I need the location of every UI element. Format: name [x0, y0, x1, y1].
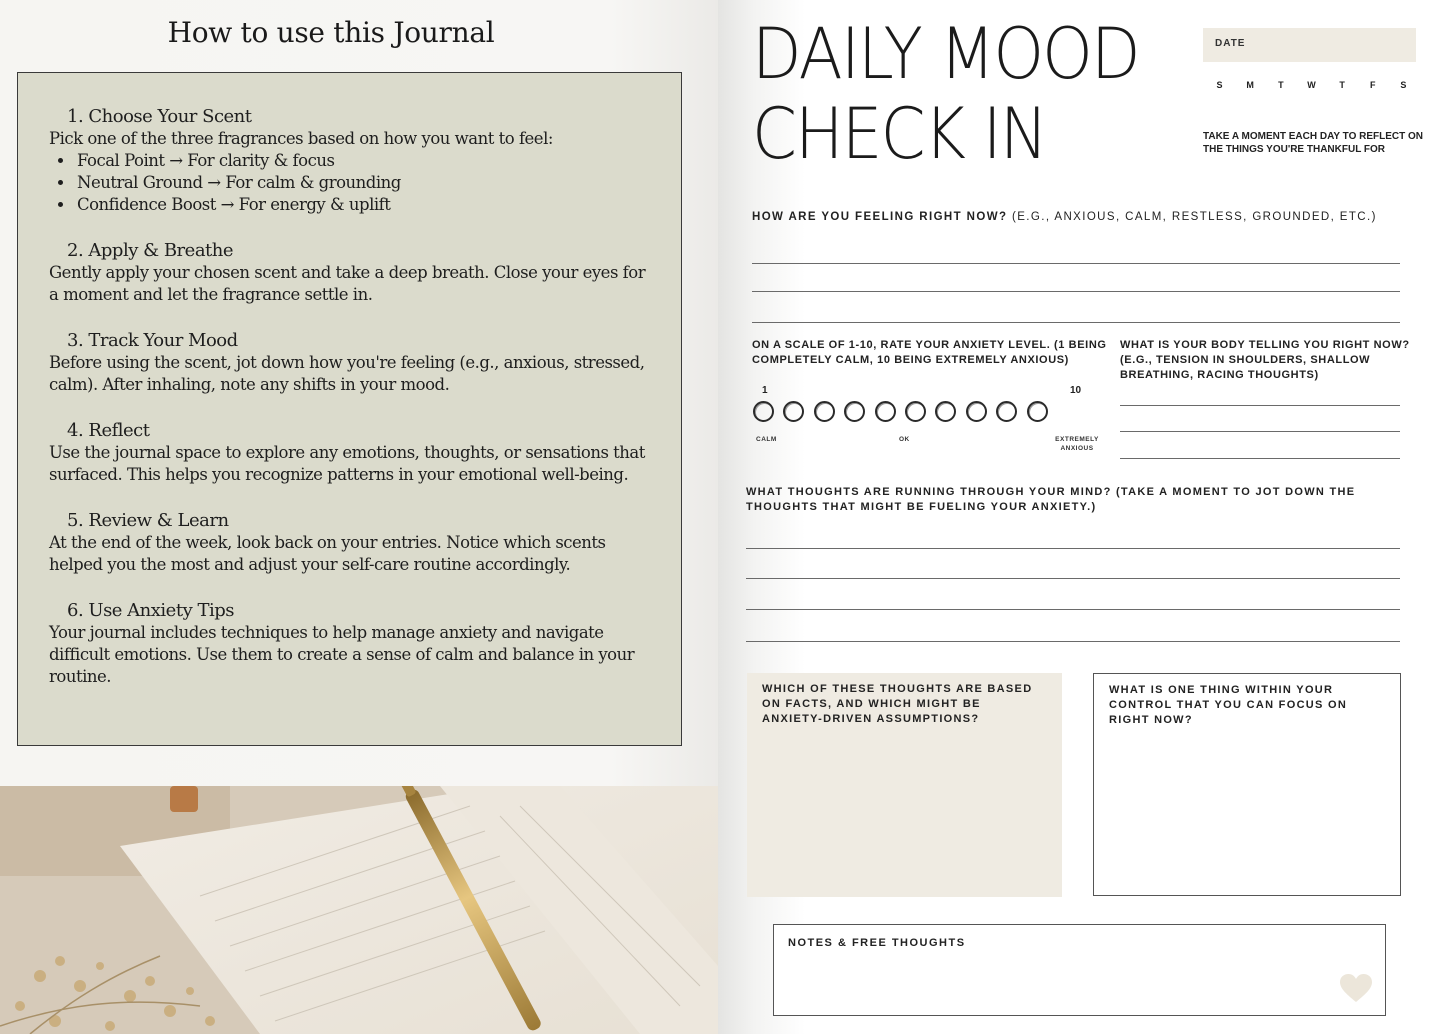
guide-step-body: Gently apply your chosen scent and take a deep breath. Close your eyes for a moment and let the fragrance settle in.: [49, 263, 646, 304]
feeling-line[interactable]: [752, 322, 1400, 323]
guide-step: [49, 510, 649, 576]
thoughts-line[interactable]: [746, 578, 1400, 579]
guide-step: [49, 330, 649, 396]
question-thoughts: WHAT THOUGHTS ARE RUNNING THROUGH YOUR MIND? (TAKE A MOMENT TO JOT DOWN THE THOUGHTS THAT MIGHT BE FUELING YOUR ANXIETY.): [746, 486, 1356, 513]
facts-vs-assumptions-box[interactable]: [747, 673, 1062, 897]
journal-pen-photo: [0, 786, 718, 1034]
notes-box[interactable]: [773, 924, 1386, 1016]
guide-step-title: 1. Choose Your Scent: [67, 106, 252, 127]
guide-instructions-box: [17, 72, 682, 746]
date-field[interactable]: [1203, 28, 1416, 62]
guide-step-body: At the end of the week, look back on your entries. Notice which scents helped you the most and adjust your self-care routine accordingly.: [49, 533, 606, 574]
guide-step-body: Your journal includes techniques to help manage anxiety and navigate difficult emotions. Use them to create a sense of calm and balance in your routine.: [49, 623, 635, 686]
weekday-option[interactable]: M: [1246, 80, 1255, 90]
guide-step: [49, 106, 649, 216]
guide-step-title: 4. Reflect: [67, 420, 150, 441]
scent-list-item: • Focal Point → For clarity & focus: [75, 150, 649, 172]
scale-caption-calm: CALM: [756, 436, 777, 443]
body-line[interactable]: [1120, 405, 1400, 406]
scent-list: [49, 150, 649, 216]
guide-step-title: 6. Use Anxiety Tips: [67, 600, 234, 621]
rating-circle-6[interactable]: [905, 401, 926, 422]
rating-circle-8[interactable]: [966, 401, 987, 422]
checkin-title: [752, 14, 1139, 174]
within-control-box[interactable]: [1093, 673, 1401, 896]
scale-min-label: 1: [762, 385, 768, 396]
guide-step-title: 3. Track Your Mood: [67, 330, 238, 351]
question-facts: WHICH OF THESE THOUGHTS ARE BASED ON FACTS, AND WHICH MIGHT BE ANXIETY-DRIVEN ASSUMPTIONS?: [762, 683, 1033, 725]
guide-step: [49, 420, 649, 486]
thoughts-line[interactable]: [746, 609, 1400, 610]
weekday-option[interactable]: W: [1307, 80, 1317, 90]
guide-step-body: Pick one of the three fragrances based on how you want to feel:: [49, 129, 553, 148]
scale-caption-extreme: [1055, 435, 1099, 453]
guide-title: How to use this Journal: [167, 16, 495, 49]
thoughts-line[interactable]: [746, 548, 1400, 549]
guide-step-title: 5. Review & Learn: [67, 510, 229, 531]
date-label: DATE: [1215, 38, 1246, 49]
reflect-note: TAKE A MOMENT EACH DAY TO REFLECT ON THE THINGS YOU'RE THANKFUL FOR: [1203, 131, 1424, 155]
checkin-title-line2: CHECK IN: [752, 93, 1047, 175]
rating-circle-7[interactable]: [935, 401, 956, 422]
scent-list-item: • Neutral Ground → For calm & grounding: [75, 172, 649, 194]
question-body-signals: WHAT IS YOUR BODY TELLING YOU RIGHT NOW? (E.G., TENSION IN SHOULDERS, SHALLOW BREATHING, RACING THOUGHTS): [1120, 339, 1410, 381]
right-page: [718, 0, 1445, 1034]
guide-step: [49, 600, 649, 688]
checkin-title-line1: DAILY MOOD: [752, 13, 1139, 95]
feeling-line[interactable]: [752, 263, 1400, 264]
feeling-line[interactable]: [752, 291, 1400, 292]
guide-step-body: Use the journal space to explore any emotions, thoughts, or sensations that surfaced. This helps you recognize patterns in your emotional well-being.: [49, 443, 645, 484]
rating-circle-2[interactable]: [783, 401, 804, 422]
weekday-selector: [1208, 80, 1416, 90]
rating-circle-1[interactable]: [753, 401, 774, 422]
question-control: WHAT IS ONE THING WITHIN YOUR CONTROL THAT YOU CAN FOCUS ON RIGHT NOW?: [1109, 684, 1348, 726]
question-anxiety-scale: ON A SCALE OF 1-10, RATE YOUR ANXIETY LEVEL. (1 BEING COMPLETELY CALM, 10 BEING EXTREMELY ANXIOUS): [752, 339, 1107, 366]
left-page: [0, 0, 718, 1034]
guide-step: [49, 240, 649, 306]
question-feeling: [752, 211, 1377, 223]
rating-circle-9[interactable]: [996, 401, 1017, 422]
notes-label: NOTES & FREE THOUGHTS: [788, 937, 966, 949]
question-feeling-rest: (E.G., ANXIOUS, CALM, RESTLESS, GROUNDED, ETC.): [1007, 211, 1377, 223]
guide-step-title: 2. Apply & Breathe: [67, 240, 234, 261]
scale-max-label: 10: [1070, 385, 1082, 396]
scale-caption-ok: OK: [899, 436, 910, 443]
thoughts-line[interactable]: [746, 641, 1400, 642]
scent-list-item: • Confidence Boost → For energy & uplift: [75, 194, 649, 216]
scale-caption-extreme-line2: ANXIOUS: [1060, 445, 1094, 452]
rating-circle-3[interactable]: [814, 401, 835, 422]
rating-circle-10[interactable]: [1027, 401, 1048, 422]
anxiety-rating-scale: [753, 401, 1048, 422]
weekday-option[interactable]: T: [1339, 80, 1346, 90]
weekday-option[interactable]: S: [1400, 80, 1408, 90]
body-line[interactable]: [1120, 458, 1400, 459]
weekday-option[interactable]: T: [1278, 80, 1285, 90]
weekday-option[interactable]: F: [1370, 80, 1377, 90]
question-feeling-bold: HOW ARE YOU FEELING RIGHT NOW?: [752, 211, 1008, 223]
guide-steps: [49, 106, 649, 712]
weekday-option[interactable]: S: [1216, 80, 1224, 90]
rating-circle-5[interactable]: [875, 401, 896, 422]
rating-circle-4[interactable]: [844, 401, 865, 422]
heart-icon: [1339, 973, 1373, 1003]
guide-step-body: Before using the scent, jot down how you're feeling (e.g., anxious, stressed, calm). After inhaling, note any shifts in your mood.: [49, 353, 645, 394]
body-line[interactable]: [1120, 431, 1400, 432]
journal-photo-illustration: [0, 786, 718, 1034]
scale-caption-extreme-line1: EXTREMELY: [1055, 436, 1099, 443]
